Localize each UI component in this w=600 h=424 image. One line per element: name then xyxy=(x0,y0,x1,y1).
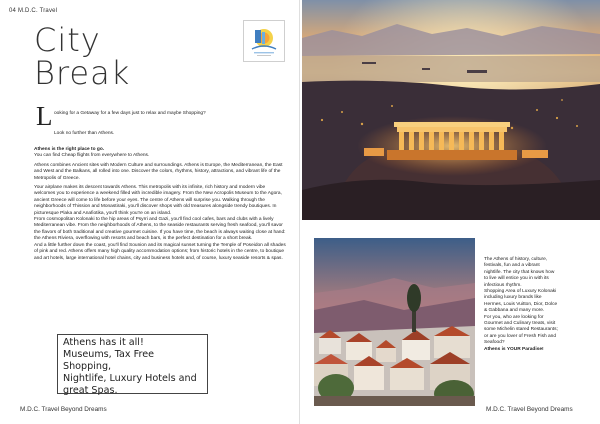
intro-followup: Look no further than Athens. xyxy=(54,131,115,136)
callout-line-4: great Spas. xyxy=(63,385,118,396)
intro-text: ooking for a Getaway for a few days just to relax and maybe Shopping? xyxy=(54,111,206,116)
parthenon-columns xyxy=(394,122,510,150)
sidebar-line: or are you lover of Fresh Fish and xyxy=(484,333,556,339)
brand-logo xyxy=(243,20,285,62)
sidebar-line: some Michelin stared Restaurants; xyxy=(484,327,558,333)
acropolis-sunset-photo xyxy=(302,0,600,220)
sidebar-line: Athens is YOUR Paradise! xyxy=(484,346,544,352)
page-header: 04 M.D.C. Travel xyxy=(9,8,58,14)
article-body xyxy=(34,147,286,265)
sidebar-line: festivals, fun and a vibrant xyxy=(484,263,540,269)
sidebar-line: The Athens of history, culture, xyxy=(484,257,548,262)
drop-cap: L xyxy=(36,101,53,131)
sidebar-text xyxy=(484,257,594,353)
article-title xyxy=(34,21,131,92)
highlight-callout-box xyxy=(57,334,208,394)
rooftops-photo-illustration xyxy=(314,238,475,406)
title-line-1: City xyxy=(34,21,101,59)
body-paragraph: Your airplane makes its descent towards Athens. This metropolis with its infinite, rich history and modern vibe welcomes you to experience a weekend filled with incredible imagery. From the New Acropolis Museum to the Agora, ancient Greece will come to life before your eyes. The centre of Athens will surprise you. Walking through the neighborhoods of Thission and Monastiraki, you'll discover shops with old treasures alongside trendy boutiques. In picturesque Plaka and Anafiotika, you'll think you're on an island. xyxy=(34,185,282,216)
footer-left: M.D.C. Travel Beyond Dreams xyxy=(20,406,107,413)
footer-right: M.D.C. Travel Beyond Dreams xyxy=(486,406,573,413)
callout-line-1: Athens has it all! xyxy=(63,337,144,348)
sidebar-line: nightlife. The city that knows how xyxy=(484,269,555,275)
sidebar-line: to live will entice you in with its xyxy=(484,276,549,282)
title-line-2: Break xyxy=(34,54,131,92)
sidebar-line: For you, who are looking for xyxy=(484,314,544,320)
athens-rooftops-photo xyxy=(314,238,475,406)
body-paragraph: You can find Cheap flights from everywhere to Athens. xyxy=(34,153,150,159)
body-paragraph: Athens is the right place to go. xyxy=(34,147,105,152)
logo-icon xyxy=(244,21,284,61)
body-paragraph: Athens combines Ancient sites with Modern Culture and surroundings. Athens is Europe, the Mediterranean, the East and West and the Balkans, all rolled into one. Discover the colors, rhythms, history, attractions, and vibrant life of the Metropolis of Greece. xyxy=(34,162,283,181)
callout-line-2: Museums, Tax Free Shopping, xyxy=(63,349,155,372)
acropolis-photo-illustration xyxy=(302,0,600,220)
sidebar-line: Gourmet and Culinary treats, visit xyxy=(484,321,556,327)
sidebar-line: & Gabbana and many more. xyxy=(484,308,545,314)
callout-line-3: Nightlife, Luxury Hotels and xyxy=(63,373,197,384)
sidebar-line: infectious rhythm. xyxy=(484,282,522,288)
sidebar-line: Shopping Area of Luxury Kolonaki xyxy=(484,289,557,295)
sidebar-line: including luxury brands like xyxy=(484,295,542,301)
body-paragraph: From cosmopolitan Kolonaki to the hip areas of Psyrri and Gazi, you'll find cool cafes, bars and clubs with a lively Mediterranean vibe. From the neighborhoods of Athens, to the seaside restaurants serving fresh seafood, you'll savor the flavors of both traditional and creative gourmet cuisine. If you have time, the beach is always waiting close at hand: the Athens Riviera, overflowing with resorts and beach bars, is the perfect destination for a short break. xyxy=(34,217,286,242)
body-paragraph: And a little further down the coast, you'll find Sounion and its magical sunset turning the Temple of Poseidon all shades of pink and red. Athens offers many high quality accommodation options; from historic hotels in the centre, to boutique and art hotels, large international hotel chains, city and business hotels and, of course, luxury seaside resorts & spas. xyxy=(34,242,286,261)
sidebar-line: Seafood? xyxy=(484,340,505,346)
sidebar-line: Hermes, Louis Vuitton, Dior, Dolce xyxy=(484,301,558,307)
